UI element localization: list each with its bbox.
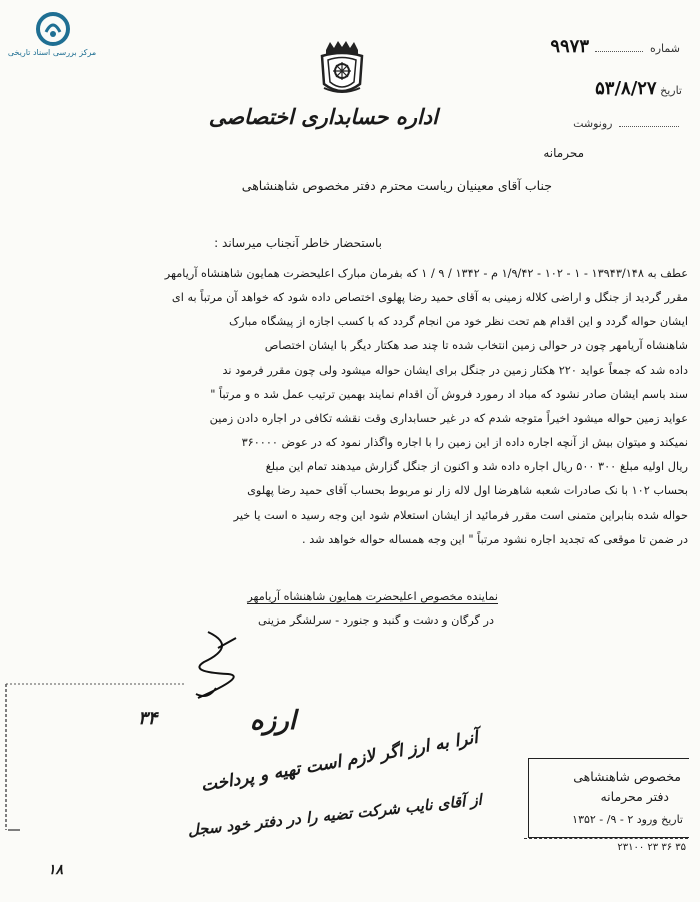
body-line: ایشان حواله گردد و این اقدام هم تحت نظر خود من انجام گردد که با کسب اجازه از پیشگاه مبارک [228, 315, 688, 328]
body-line: شاهنشاه آریامهر چون در حوالی زمین انتخاب شده تا چند صد هکتار دیگر با ایشان اختصاص [264, 339, 688, 352]
letter-opening: باستحضار خاطر آنجناب میرساند : [214, 236, 382, 250]
number-label: شماره [649, 42, 680, 55]
body-line: نمیکند و میتوان بیش از آنچه اجاره داده از این زمین را با اجاره واگذار نمود که در عوض ۳۶۰۰۰۰ [241, 436, 688, 449]
body-line: بحساب ۱۰۲ با نک صادرات شعبه شاهرضا اول لاله زار نو مربوط بحساب آقای حمید رضا پهلوی [247, 484, 688, 497]
letter-body [12, 268, 688, 588]
body-line: عواید زمین حواله میشود اخیراً متوجه شدم که در غیر حسابداری وقت نقشه تکافی در اجاره دادن زمین [209, 412, 688, 425]
stamp-bottom-line [524, 838, 688, 839]
body-line: سند باسم ایشان صادر نشود که مباد اد رمورد فروش آن اقدام نمایند بهمین ترتیب عمل شد ه و مرتباً " [210, 388, 688, 401]
copy-field [573, 117, 682, 130]
number-value: ۹۹۷۳ [550, 36, 589, 57]
addressee: جناب آقای معینیان ریاست محترم دفتر مخصوص شاهنشاهی [241, 178, 552, 193]
margin-border [4, 680, 194, 840]
date-field [595, 78, 682, 99]
body-line: در ضمن تا موقعی که تجدید اجاره نشود مرتباً " این وجه همساله حواله خواهد شد . [302, 533, 688, 546]
body-line: ریال اولیه مبلغ ۳۰۰ ۵۰۰ ریال اجاره داده شد و اکنون از جنگل گزارش میدهند تمام این مبلغ [265, 460, 688, 473]
received-stamp [528, 758, 689, 838]
stamp-date: تاریخ ورود ۲ - ۹/ - ۱۳۵۲ [572, 813, 683, 826]
copy-label: رونوشت [573, 117, 613, 130]
number-field [550, 36, 680, 57]
classification-label: محرمانه [543, 146, 584, 160]
date-label: تاریخ [660, 84, 682, 97]
date-value: ۵۳/۸/۲۷ [595, 78, 657, 99]
body-line: مقرر گردید از جنگل و اراضی کلاله زمینی به آقای حمید رضا پهلوی اختصاص داده شود که خواهد آن مرتباً به ای [171, 291, 688, 304]
imperial-crown-emblem-icon [312, 38, 372, 100]
stamp-line-2: دفتر محرمانه [600, 789, 669, 804]
body-line: داده شد که جمعاً عواید ۲۲۰ هکتار زمین در جنگل برای ایشان حواله میشود ولی چون مقرر فرمود ند [222, 364, 688, 377]
stamp-line-1: مخصوص شاهنشاهی [573, 769, 681, 784]
bottom-reference: ۲۳۱۰۰ ۲۳ ۳۶ ۳۵ [617, 842, 686, 853]
annotation-line-3: از آقای نایب شرکت تضیه را در دفتر خود سجل [186, 790, 483, 840]
closing-line: نماینده مخصوص اعلیحضرت همایون شاهنشاه آریامهر [247, 590, 498, 603]
watermark-text: مرکز بررسی اسناد تاریخی [7, 48, 97, 57]
signatory-line: در گرگان و دشت و گنبد و جنورد - سرلشگر مزینی [258, 614, 494, 627]
body-line: عطف به ۱۳۹۴۳/۱۴۸ - ۱ - ۱۰۲ - ۱/۹/۴۲ م - ۱۳۴۲ / ۹ / ۱ که بفرمان مبارک اعلیحضرت همایون شاهنشاه آریامهر [164, 267, 688, 280]
annotation-line-1: ارزه [250, 706, 296, 736]
annotation-line-2: آنرا به ارز اگر لازم است تهیه و پرداخت [199, 727, 480, 797]
office-name: اداره حسابداری اختصاصی [208, 104, 438, 129]
annotation-initials: ۱۸ [48, 862, 64, 878]
body-line: حواله شده بنابراین متمنی است مقرر فرمائید از ایشان استعلام شود این وجه رسید ه است یا خیر [233, 509, 688, 522]
archive-logo-icon [36, 12, 70, 46]
annotation-number: ۳۴ [138, 708, 158, 729]
